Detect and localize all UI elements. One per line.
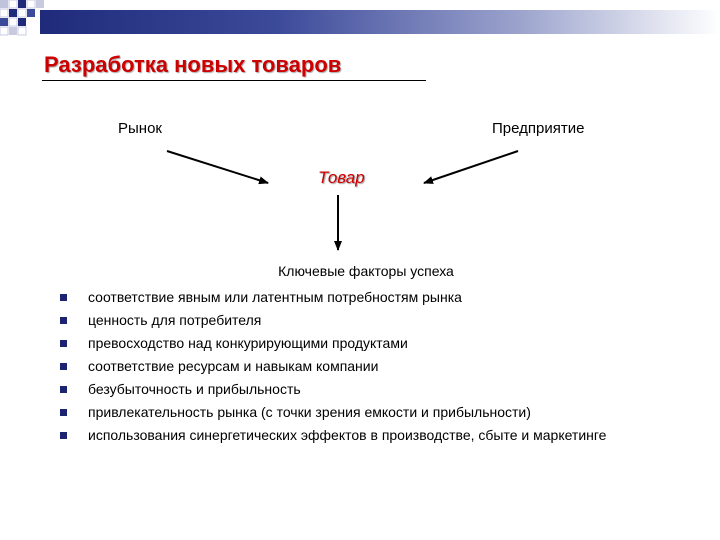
list-item: использования синергетических эффектов в производстве, сбыте и маркетинге: [60, 424, 680, 447]
square-bullet-icon: [60, 294, 67, 301]
square-bullet-icon: [60, 317, 67, 324]
factors-heading: Ключевые факторы успеха: [278, 263, 454, 279]
list-item: ценность для потребителя: [60, 309, 680, 332]
list-item: соответствие явным или латентным потребностям рынка: [60, 286, 680, 309]
list-item: соответствие ресурсам и навыкам компании: [60, 355, 680, 378]
enterprise-node: Предприятие: [492, 120, 585, 137]
slide-title: Разработка новых товаров: [44, 52, 342, 77]
square-bullet-icon: [60, 363, 67, 370]
square-bullet-icon: [60, 432, 67, 439]
list-item: безубыточность и прибыльность: [60, 378, 680, 401]
square-bullet-icon: [60, 386, 67, 393]
arrow-enterprise-to-product: [424, 151, 518, 183]
arrow-market-to-product: [167, 151, 268, 183]
square-bullet-icon: [60, 340, 67, 347]
product-node: Товар: [318, 168, 365, 187]
square-bullet-icon: [60, 409, 67, 416]
factors-list: [60, 286, 680, 447]
list-item: привлекательность рынка (с точки зрения емкости и прибыльности): [60, 401, 680, 424]
market-node: Рынок: [118, 120, 162, 137]
list-item: превосходство над конкурирующими продуктами: [60, 332, 680, 355]
